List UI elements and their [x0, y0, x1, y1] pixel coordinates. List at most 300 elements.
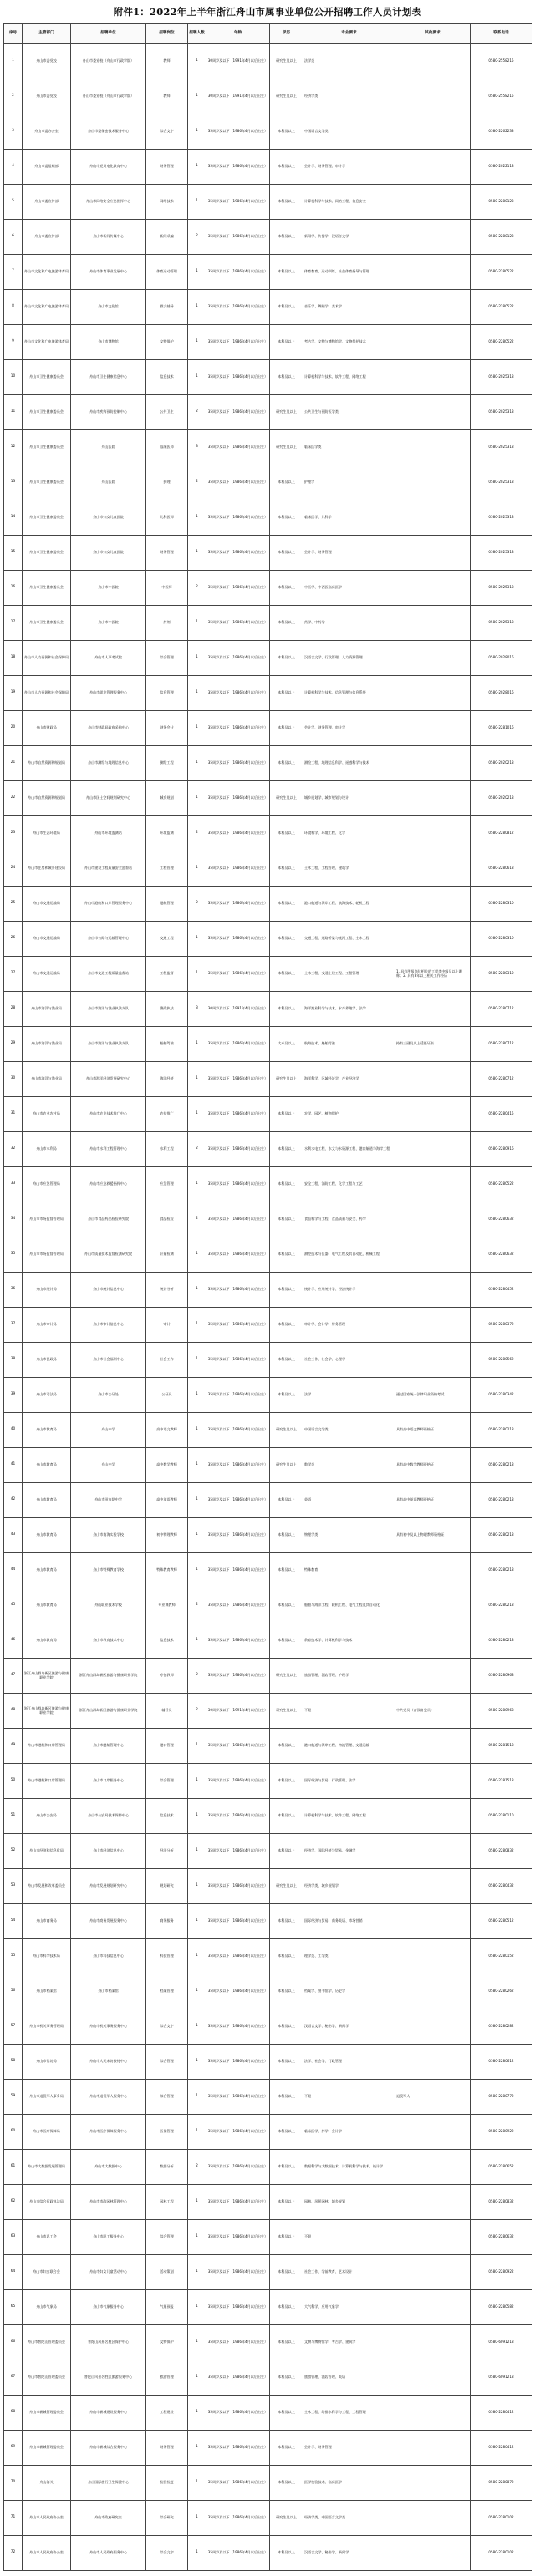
department-cell: 舟山市委党校 [23, 79, 71, 114]
row-number-cell: 29 [4, 1027, 23, 1062]
education-cell: 本科及以上 [270, 1308, 303, 1343]
table-row [4, 185, 532, 220]
contact-phone-cell: 0580-2280415 [471, 1097, 532, 1132]
contact-phone-cell: 0580-2280922 [471, 2115, 532, 2150]
major-requirement-cell: 计算机科学与技术、信息管理与信息系统 [303, 676, 395, 711]
employer-cell: 舟山市港航管理中心 [71, 1729, 146, 1764]
other-requirement-cell [395, 1729, 471, 1764]
row-number-cell: 63 [4, 2220, 23, 2255]
row-number-cell: 50 [4, 1764, 23, 1799]
age-requirement-cell: 35周岁及以下（1986年4月以后出生） [206, 1202, 270, 1237]
position-cell: 综合文字 [146, 114, 188, 150]
headcount-cell: 1 [188, 1729, 206, 1764]
major-requirement-cell: 审计学、会计学、财务管理 [303, 1308, 395, 1343]
contact-phone-cell: 0580-2281016 [471, 711, 532, 746]
age-requirement-cell: 35周岁及以下（1986年4月以后出生） [206, 1588, 270, 1623]
employer-cell: 舟山市海洋与渔业执法支队 [71, 1027, 146, 1062]
table-row [4, 255, 532, 290]
other-requirement-cell [395, 1799, 471, 1834]
department-cell: 舟山市文化和广电旅游体育局 [23, 325, 71, 360]
other-requirement-cell [395, 465, 471, 500]
contact-phone-cell: 0580-2280152 [471, 1939, 532, 1974]
other-requirement-cell [395, 2185, 471, 2220]
headcount-cell: 1 [188, 1483, 206, 1518]
position-cell: 体育运动管理 [146, 255, 188, 290]
position-cell: 综合管理 [146, 1764, 188, 1799]
table-row [4, 2466, 532, 2501]
headcount-cell: 1 [188, 290, 206, 325]
age-requirement-cell: 35周岁及以下（1986年4月以后出生） [206, 2466, 270, 2501]
headcount-cell: 1 [188, 325, 206, 360]
row-number-cell: 48 [4, 1694, 23, 1729]
headcount-cell: 1 [188, 1062, 206, 1097]
contact-phone-cell: 0580-2280812 [471, 816, 532, 851]
row-number-cell: 38 [4, 1343, 23, 1378]
age-requirement-cell: 35周岁及以下（1986年4月以后出生） [206, 325, 270, 360]
headcount-cell: 1 [188, 2501, 206, 2536]
education-cell: 本科及以上 [270, 290, 303, 325]
age-requirement-cell: 35周岁及以下（1986年4月以后出生） [206, 500, 270, 536]
contact-phone-cell: 0580-2028016 [471, 676, 532, 711]
age-requirement-cell: 35周岁及以下（1986年4月以后出生） [206, 2220, 270, 2255]
department-cell: 浙江舟山群岛新区旅游与健康职业学院 [23, 1659, 71, 1694]
age-requirement-cell: 35周岁及以下（1986年4月以后出生） [206, 1974, 270, 2009]
employer-cell: 舟山市质量技术监督检测研究院 [71, 1237, 146, 1273]
other-requirement-cell [395, 1764, 471, 1799]
table-row [4, 887, 532, 922]
table-row [4, 2185, 532, 2220]
other-requirement-cell [395, 1097, 471, 1132]
employer-cell: 浙江舟山群岛新区旅游与健康职业学院 [71, 1659, 146, 1694]
contact-phone-cell: 0580-2280582 [471, 2290, 532, 2325]
position-cell: 教师 [146, 79, 188, 114]
age-requirement-cell: 35周岁及以下（1986年4月以后出生） [206, 2045, 270, 2080]
age-requirement-cell: 35周岁及以下（1986年4月以后出生） [206, 2150, 270, 2185]
position-cell: 水利工程 [146, 1132, 188, 1167]
other-requirement-cell [395, 816, 471, 851]
department-cell: 舟山市住房和城乡建设局 [23, 851, 71, 887]
contact-phone-cell: 0580-2280712 [471, 992, 532, 1027]
table-row [4, 290, 532, 325]
employer-cell: 舟山市妇女儿童医院 [71, 500, 146, 536]
major-requirement-cell: 中医学、中西医临床医学 [303, 571, 395, 606]
education-cell: 本科及以上 [270, 325, 303, 360]
table-row [4, 2325, 532, 2360]
row-number-cell: 65 [4, 2290, 23, 2325]
age-requirement-cell: 35周岁及以下（1986年4月以后出生） [206, 1834, 270, 1869]
position-cell: 高中语文教师 [146, 1413, 188, 1448]
age-requirement-cell: 35周岁及以下（1986年4月以后出生） [206, 1904, 270, 1939]
table-row [4, 816, 532, 851]
employer-cell: 舟山市财政局政府采购中心 [71, 711, 146, 746]
department-cell: 舟山市卫生健康委员会 [23, 571, 71, 606]
contact-phone-cell: 0580-2280102 [471, 2536, 532, 2571]
contact-phone-cell: 0580-2280632 [471, 2220, 532, 2255]
contact-phone-cell: 0580-2280218 [471, 1448, 532, 1483]
major-requirement-cell: 旅游管理、酒店管理、护理学 [303, 1659, 395, 1694]
age-requirement-cell: 35周岁及以下（1986年4月以后出生） [206, 185, 270, 220]
age-requirement-cell: 35周岁及以下（1986年4月以后出生） [206, 430, 270, 465]
headcount-cell: 1 [188, 79, 206, 114]
other-requirement-cell [395, 1939, 471, 1974]
contact-phone-cell: 0580-6091218 [471, 2325, 532, 2360]
row-number-cell: 5 [4, 185, 23, 220]
education-cell: 本科及以上 [270, 2115, 303, 2150]
position-cell: 新闻采编 [146, 220, 188, 255]
education-cell: 本科及以上 [270, 1167, 303, 1202]
contact-phone-cell: 0580-2025318 [471, 465, 532, 500]
employer-cell: 舟山市发展规划研究中心 [71, 1869, 146, 1904]
other-requirement-cell: 退役军人 [395, 2080, 471, 2115]
department-cell: 舟山市普陀山管理委员会 [23, 2360, 71, 2396]
education-cell: 本科及以上 [270, 536, 303, 571]
other-requirement-cell [395, 992, 471, 1027]
row-number-cell: 58 [4, 2045, 23, 2080]
major-requirement-cell: 会计学、财务管理、审计学 [303, 711, 395, 746]
education-cell: 研究生及以上 [270, 1062, 303, 1097]
contact-phone-cell: 0580-2280218 [471, 1553, 532, 1588]
education-cell: 本科及以上 [270, 1097, 303, 1132]
age-requirement-cell: 35周岁及以下（1986年4月以后出生） [206, 1167, 270, 1202]
major-requirement-cell: 法学类 [303, 44, 395, 79]
position-cell: 渔政执法 [146, 992, 188, 1027]
row-number-cell: 62 [4, 2185, 23, 2220]
row-number-cell: 57 [4, 2009, 23, 2045]
contact-phone-cell: 0580-2280282 [471, 2009, 532, 2045]
position-cell: 科技管理 [146, 1939, 188, 1974]
age-requirement-cell: 35周岁及以下（1986年4月以后出生） [206, 781, 270, 816]
employer-cell: 舟山市农业技术推广中心 [71, 1097, 146, 1132]
other-requirement-cell [395, 1553, 471, 1588]
education-cell: 本科及以上 [270, 2185, 303, 2220]
employer-cell: 舟山市市政园林管理中心 [71, 2185, 146, 2220]
department-cell: 舟山市新城管理委员会 [23, 2431, 71, 2466]
education-cell: 本科及以上 [270, 1518, 303, 1553]
department-cell: 舟山市水利局 [23, 1132, 71, 1167]
education-cell: 本科及以上 [270, 220, 303, 255]
headcount-cell: 3 [188, 992, 206, 1027]
contact-phone-cell: 0580-2280968 [471, 1694, 532, 1729]
position-cell: 活动策划 [146, 2255, 188, 2290]
age-requirement-cell: 30周岁及以下（1991年4月以后出生） [206, 44, 270, 79]
education-cell: 本科及以上 [270, 816, 303, 851]
other-requirement-cell [395, 781, 471, 816]
education-cell: 大专及以上 [270, 1027, 303, 1062]
table-row [4, 2290, 532, 2325]
row-number-cell: 33 [4, 1167, 23, 1202]
education-cell: 本科及以上 [270, 1553, 303, 1588]
employer-cell: 舟山市党员电化教育中心 [71, 150, 146, 185]
headcount-cell: 2 [188, 816, 206, 851]
table-row [4, 1659, 532, 1694]
other-requirement-cell [395, 360, 471, 395]
table-row [4, 1413, 532, 1448]
other-requirement-cell [395, 114, 471, 150]
position-cell: 高中英语教师 [146, 1483, 188, 1518]
major-requirement-cell: 数据科学与大数据技术、计算机科学与技术、统计学 [303, 2150, 395, 2185]
employer-cell: 舟山中学 [71, 1448, 146, 1483]
row-number-cell: 26 [4, 922, 23, 957]
major-requirement-cell: 环境科学、环境工程、化学 [303, 816, 395, 851]
headcount-cell: 1 [188, 1378, 206, 1413]
contact-phone-cell: 0580-2020218 [471, 781, 532, 816]
education-cell: 本科及以上 [270, 360, 303, 395]
department-cell: 舟山市港航和口岸管理局 [23, 1729, 71, 1764]
education-cell: 本科及以上 [270, 676, 303, 711]
employer-cell: 舟山市口岸服务中心 [71, 1764, 146, 1799]
position-cell: 食品检验 [146, 1202, 188, 1237]
major-requirement-cell: 旅游管理、酒店管理、英语 [303, 2360, 395, 2396]
table-row [4, 44, 532, 79]
employer-cell: 舟山市委党校（舟山市行政学院） [71, 44, 146, 79]
headcount-cell: 1 [188, 1834, 206, 1869]
other-requirement-cell [395, 1167, 471, 1202]
age-requirement-cell: 35周岁及以下（1986年4月以后出生） [206, 255, 270, 290]
employer-cell: 普陀山风景名胜区旅游服务中心 [71, 2360, 146, 2396]
headcount-cell: 1 [188, 781, 206, 816]
other-requirement-cell [395, 500, 471, 536]
employer-cell: 舟山市港航和口岸管理服务中心 [71, 887, 146, 922]
table-row [4, 2501, 532, 2536]
column-header: 专业要求 [303, 24, 395, 44]
employer-cell: 舟山市气象服务中心 [71, 2290, 146, 2325]
department-cell: 舟山市卫生健康委员会 [23, 360, 71, 395]
major-requirement-cell: 公共卫生与预防医学类 [303, 395, 395, 430]
table-row [4, 1764, 532, 1799]
other-requirement-cell [395, 2255, 471, 2290]
position-cell: 计量检测 [146, 1237, 188, 1273]
row-number-cell: 19 [4, 676, 23, 711]
row-number-cell: 4 [4, 150, 23, 185]
position-cell: 检验检疫 [146, 2466, 188, 2501]
major-requirement-cell: 国际经济与贸易、商务英语、市场营销 [303, 1904, 395, 1939]
employer-cell: 舟山市田家炳中学 [71, 1483, 146, 1518]
education-cell: 本科及以上 [270, 887, 303, 922]
education-cell: 研究生及以上 [270, 781, 303, 816]
row-number-cell: 10 [4, 360, 23, 395]
headcount-cell: 1 [188, 360, 206, 395]
employer-cell: 舟山市体育事业发展中心 [71, 255, 146, 290]
row-number-cell: 6 [4, 220, 23, 255]
other-requirement-cell [395, 2466, 471, 2501]
department-cell: 舟山市农业农村局 [23, 1097, 71, 1132]
contact-phone-cell: 0580-2280916 [471, 1132, 532, 1167]
department-cell: 舟山市人力资源和社会保障局 [23, 641, 71, 676]
row-number-cell: 56 [4, 1974, 23, 2009]
column-header: 主管部门 [23, 24, 71, 44]
major-requirement-cell: 测绘工程、地理信息科学、遥感科学与技术 [303, 746, 395, 781]
headcount-cell: 1 [188, 114, 206, 150]
row-number-cell: 20 [4, 711, 23, 746]
contact-phone-cell: 0580-2025318 [471, 360, 532, 395]
age-requirement-cell: 35周岁及以下（1986年4月以后出生） [206, 606, 270, 641]
table-row [4, 2396, 532, 2431]
employer-cell: 舟山市科技信息中心 [71, 1939, 146, 1974]
education-cell: 本科及以上 [270, 114, 303, 150]
major-requirement-cell: 法学 [303, 1378, 395, 1413]
row-number-cell: 46 [4, 1623, 23, 1659]
age-requirement-cell: 35周岁及以下（1986年4月以后出生） [206, 1308, 270, 1343]
row-number-cell: 55 [4, 1939, 23, 1974]
other-requirement-cell [395, 2431, 471, 2466]
age-requirement-cell: 35周岁及以下（1986年4月以后出生） [206, 1553, 270, 1588]
age-requirement-cell: 35周岁及以下（1986年4月以后出生） [206, 2360, 270, 2396]
position-cell: 文物保护 [146, 2325, 188, 2360]
education-cell: 本科及以上 [270, 2290, 303, 2325]
contact-phone-cell: 0580-2280712 [471, 1062, 532, 1097]
education-cell: 本科及以上 [270, 2466, 303, 2501]
employer-cell: 舟山市妇女儿童活动中心 [71, 2255, 146, 2290]
row-number-cell: 13 [4, 465, 23, 500]
department-cell: 舟山市气象局 [23, 2290, 71, 2325]
position-cell: 初中物理教师 [146, 1518, 188, 1553]
age-requirement-cell: 35周岁及以下（1986年4月以后出生） [206, 220, 270, 255]
employer-cell: 舟山市人民政府服务中心 [71, 2536, 146, 2571]
department-cell: 舟山市民政局 [23, 1343, 71, 1378]
department-cell: 舟山市发展和改革委员会 [23, 1869, 71, 1904]
headcount-cell: 1 [188, 641, 206, 676]
other-requirement-cell [395, 325, 471, 360]
row-number-cell: 24 [4, 851, 23, 887]
contact-phone-cell: 0580-2558215 [471, 79, 532, 114]
headcount-cell: 2 [188, 1588, 206, 1623]
employer-cell: 舟山市职工服务中心 [71, 2220, 146, 2255]
table-row [4, 1237, 532, 1273]
major-requirement-cell: 会计学、财务管理、审计学 [303, 150, 395, 185]
age-requirement-cell: 35周岁及以下（1986年4月以后出生） [206, 957, 270, 992]
headcount-cell: 1 [188, 255, 206, 290]
department-cell: 舟山市商务局 [23, 1904, 71, 1939]
department-cell: 舟山市司法局 [23, 1378, 71, 1413]
contact-phone-cell: 0580-2281518 [471, 1764, 532, 1799]
education-cell: 本科及以上 [270, 1343, 303, 1378]
contact-phone-cell: 0580-2280772 [471, 2080, 532, 2115]
age-requirement-cell: 35周岁及以下（1986年4月以后出生） [206, 465, 270, 500]
position-cell: 群文辅导 [146, 290, 188, 325]
employer-cell: 舟山市教育技术中心 [71, 1623, 146, 1659]
department-cell: 舟山市委办公室 [23, 114, 71, 150]
major-requirement-cell: 安全工程、消防工程、化学工程与工艺 [303, 1167, 395, 1202]
major-requirement-cell: 食品科学与工程、食品质量与安全、药学 [303, 1202, 395, 1237]
department-cell: 舟山市卫生健康委员会 [23, 430, 71, 465]
education-cell: 本科及以上 [270, 2325, 303, 2360]
major-requirement-cell: 经济学类 [303, 79, 395, 114]
age-requirement-cell: 35周岁及以下（1986年4月以后出生） [206, 1518, 270, 1553]
major-requirement-cell: 土木工程、给排水科学与工程、工程管理 [303, 2396, 395, 2431]
employer-cell: 舟山市新城综合服务中心 [71, 2431, 146, 2466]
age-requirement-cell: 35周岁及以下（1986年4月以后出生） [206, 1483, 270, 1518]
other-requirement-cell [395, 2045, 471, 2080]
contact-phone-cell: 0580-2280218 [471, 1518, 532, 1553]
department-cell: 舟山市妇女联合会 [23, 2255, 71, 2290]
headcount-cell: 1 [188, 2009, 206, 2045]
other-requirement-cell [395, 79, 471, 114]
position-cell: 信息管理 [146, 676, 188, 711]
table-body [4, 44, 532, 2571]
other-requirement-cell [395, 676, 471, 711]
row-number-cell: 22 [4, 781, 23, 816]
department-cell: 舟山市市场监督管理局 [23, 1202, 71, 1237]
major-requirement-cell: 计算机科学与技术、网络工程、信息安全 [303, 185, 395, 220]
department-cell: 舟山市信访局 [23, 2045, 71, 2080]
table-row [4, 2080, 532, 2115]
contact-phone-cell: 0580-2280712 [471, 1027, 532, 1062]
education-cell: 本科及以上 [270, 1483, 303, 1518]
department-cell: 浙江舟山群岛新区旅游与健康职业学院 [23, 1694, 71, 1729]
contact-phone-cell: 0580-2558215 [471, 44, 532, 79]
position-cell: 中医师 [146, 571, 188, 606]
position-cell: 应急管理 [146, 1167, 188, 1202]
row-number-cell: 12 [4, 430, 23, 465]
contact-phone-cell: 0580-2025318 [471, 571, 532, 606]
table-row [4, 1799, 532, 1834]
row-number-cell: 28 [4, 992, 23, 1027]
row-number-cell: 51 [4, 1799, 23, 1834]
department-cell: 舟山市总工会 [23, 2220, 71, 2255]
position-cell: 港航管理 [146, 887, 188, 922]
position-cell: 儿科医师 [146, 500, 188, 536]
major-requirement-cell: 社会工作、社会学、心理学 [303, 1343, 395, 1378]
age-requirement-cell: 35周岁及以下（1986年4月以后出生） [206, 1729, 270, 1764]
column-header: 序号 [4, 24, 23, 44]
major-requirement-cell: 港口航道与海岸工程、物流管理、交通运输 [303, 1729, 395, 1764]
contact-phone-cell: 0580-2280102 [471, 2501, 532, 2536]
table-row [4, 1553, 532, 1588]
education-cell: 本科及以上 [270, 1132, 303, 1167]
headcount-cell: 2 [188, 571, 206, 606]
major-requirement-cell: 交通工程、道路桥梁与渡河工程、土木工程 [303, 922, 395, 957]
employer-cell: 舟山职业技术学校 [71, 1588, 146, 1623]
contact-phone-cell: 0580-2280412 [471, 2431, 532, 2466]
headcount-cell: 1 [188, 2325, 206, 2360]
employer-cell: 舟山市公路与运输管理中心 [71, 922, 146, 957]
age-requirement-cell: 35周岁及以下（1986年4月以后出生） [206, 1343, 270, 1378]
department-cell: 舟山市交通运输局 [23, 922, 71, 957]
other-requirement-cell [395, 255, 471, 290]
other-requirement-cell [395, 2009, 471, 2045]
row-number-cell: 34 [4, 1202, 23, 1237]
row-number-cell: 3 [4, 114, 23, 150]
education-cell: 本科及以上 [270, 1237, 303, 1273]
position-cell: 药剂 [146, 606, 188, 641]
contact-phone-cell: 0580-2280522 [471, 1167, 532, 1202]
position-cell: 档案管理 [146, 1974, 188, 2009]
other-requirement-cell [395, 185, 471, 220]
major-requirement-cell: 中国语言文学类 [303, 114, 395, 150]
row-number-cell: 59 [4, 2080, 23, 2115]
education-cell: 本科及以上 [270, 1799, 303, 1834]
department-cell: 舟山市普陀山管理委员会 [23, 2325, 71, 2360]
major-requirement-cell: 音乐学、舞蹈学、美术学 [303, 290, 395, 325]
row-number-cell: 52 [4, 1834, 23, 1869]
headcount-cell: 2 [188, 1659, 206, 1694]
age-requirement-cell: 35周岁及以下（1986年4月以后出生） [206, 395, 270, 430]
major-requirement-cell: 土木工程、交通土建工程、工程管理 [303, 957, 395, 992]
department-cell: 舟山市海洋与渔业局 [23, 992, 71, 1027]
headcount-cell: 1 [188, 1097, 206, 1132]
employer-cell: 舟山市中医院 [71, 606, 146, 641]
position-cell: 专任教师 [146, 1659, 188, 1694]
other-requirement-cell [395, 1974, 471, 2009]
major-requirement-cell: 计算机科学与技术、软件工程、网络工程 [303, 360, 395, 395]
headcount-cell: 1 [188, 1237, 206, 1273]
department-cell: 舟山市卫生健康委员会 [23, 536, 71, 571]
age-requirement-cell: 35周岁及以下（1986年4月以后出生） [206, 676, 270, 711]
major-requirement-cell: 理学类、工学类 [303, 1939, 395, 1974]
table-row [4, 2009, 532, 2045]
department-cell: 舟山市人力资源和社会保障局 [23, 676, 71, 711]
major-requirement-cell: 园林、风景园林、城乡规划 [303, 2185, 395, 2220]
